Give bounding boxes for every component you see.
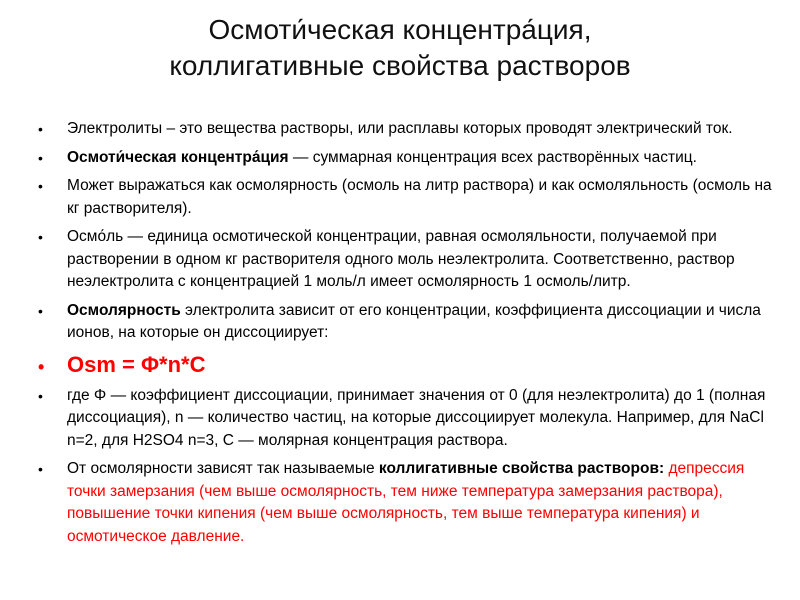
bullet-item-formula (38, 351, 778, 379)
bullet-text: От осмолярности зависят так называемые (67, 460, 379, 477)
term-osmotic-concentration: Осмоти́ческая концентра́ция (67, 148, 289, 166)
bullet-icon: • (38, 178, 43, 194)
bullet-icon: • (38, 149, 43, 166)
slide-body (38, 118, 778, 554)
bullet-text: где Φ — коэффициент диссоциации, принимает значения от 0 (для неэлектролита) до 1 (полная диссоциация), n — количество частиц, на которые диссоциирует молекула. Например, для NaCl n=2, для H2SO4 n=3, С — молярная концентрация раствора. (67, 386, 766, 449)
bullet-icon: • (38, 461, 43, 477)
bullet-text: Может выражаться как осмолярность (осмоль на литр раствора) и как осмоляльность (осмоль на кг растворителя). (67, 177, 772, 217)
title-line-1: Осмоти́ческая концентра́ция, (208, 14, 592, 45)
bullet-item-dissociation-coefficient (38, 385, 778, 453)
bullet-item-osmolarity (38, 300, 778, 345)
bullet-icon: • (38, 302, 43, 319)
slide-title (60, 12, 740, 84)
colligative-properties-list: депрессия точки замерзания (чем выше осмолярность, тем ниже температура замерзания раствора), повышение точки кипения (чем выше осмолярность, тем выше температура кипения) и осмотическое давление. (67, 460, 745, 545)
bullet-item-expression (38, 175, 778, 220)
bullet-icon: • (38, 229, 43, 245)
title-line-2: коллигативные свойства растворов (169, 50, 631, 81)
bullet-icon: • (38, 356, 45, 377)
bullet-text: Электролиты – это вещества растворы, или расплавы которых проводят электрический ток. (67, 120, 733, 137)
bullet-text: электролита зависит от его концентрации, коэффициента диссоциации и числа ионов, на которые он диссоциирует: (67, 301, 761, 341)
bullet-text: — суммарная концентрация всех растворённых частиц. (288, 148, 697, 166)
term-colligative-properties: коллигативные свойства растворов: (378, 460, 665, 477)
bullet-item-osmotic-concentration (38, 147, 778, 170)
bullet-list (38, 118, 778, 548)
bullet-item-colligative-properties (38, 458, 778, 548)
bullet-icon: • (38, 387, 43, 404)
term-osmolarity: Осмолярность (67, 301, 181, 319)
bullet-icon: • (38, 121, 43, 137)
bullet-text: Осмо́ль — единица осмотической концентрации, равная осмоляльности, получаемой при растворении в одном кг растворителя одного моль неэлектролита. Соответственно, раствор неэлектролита с концентрацией 1 моль/л имеет осмолярность 1 осмоль/литр. (67, 228, 735, 290)
osm-formula: Osm = Φ*n*C (67, 351, 206, 377)
bullet-item-electrolytes (38, 118, 778, 141)
bullet-item-osmol (38, 226, 778, 294)
